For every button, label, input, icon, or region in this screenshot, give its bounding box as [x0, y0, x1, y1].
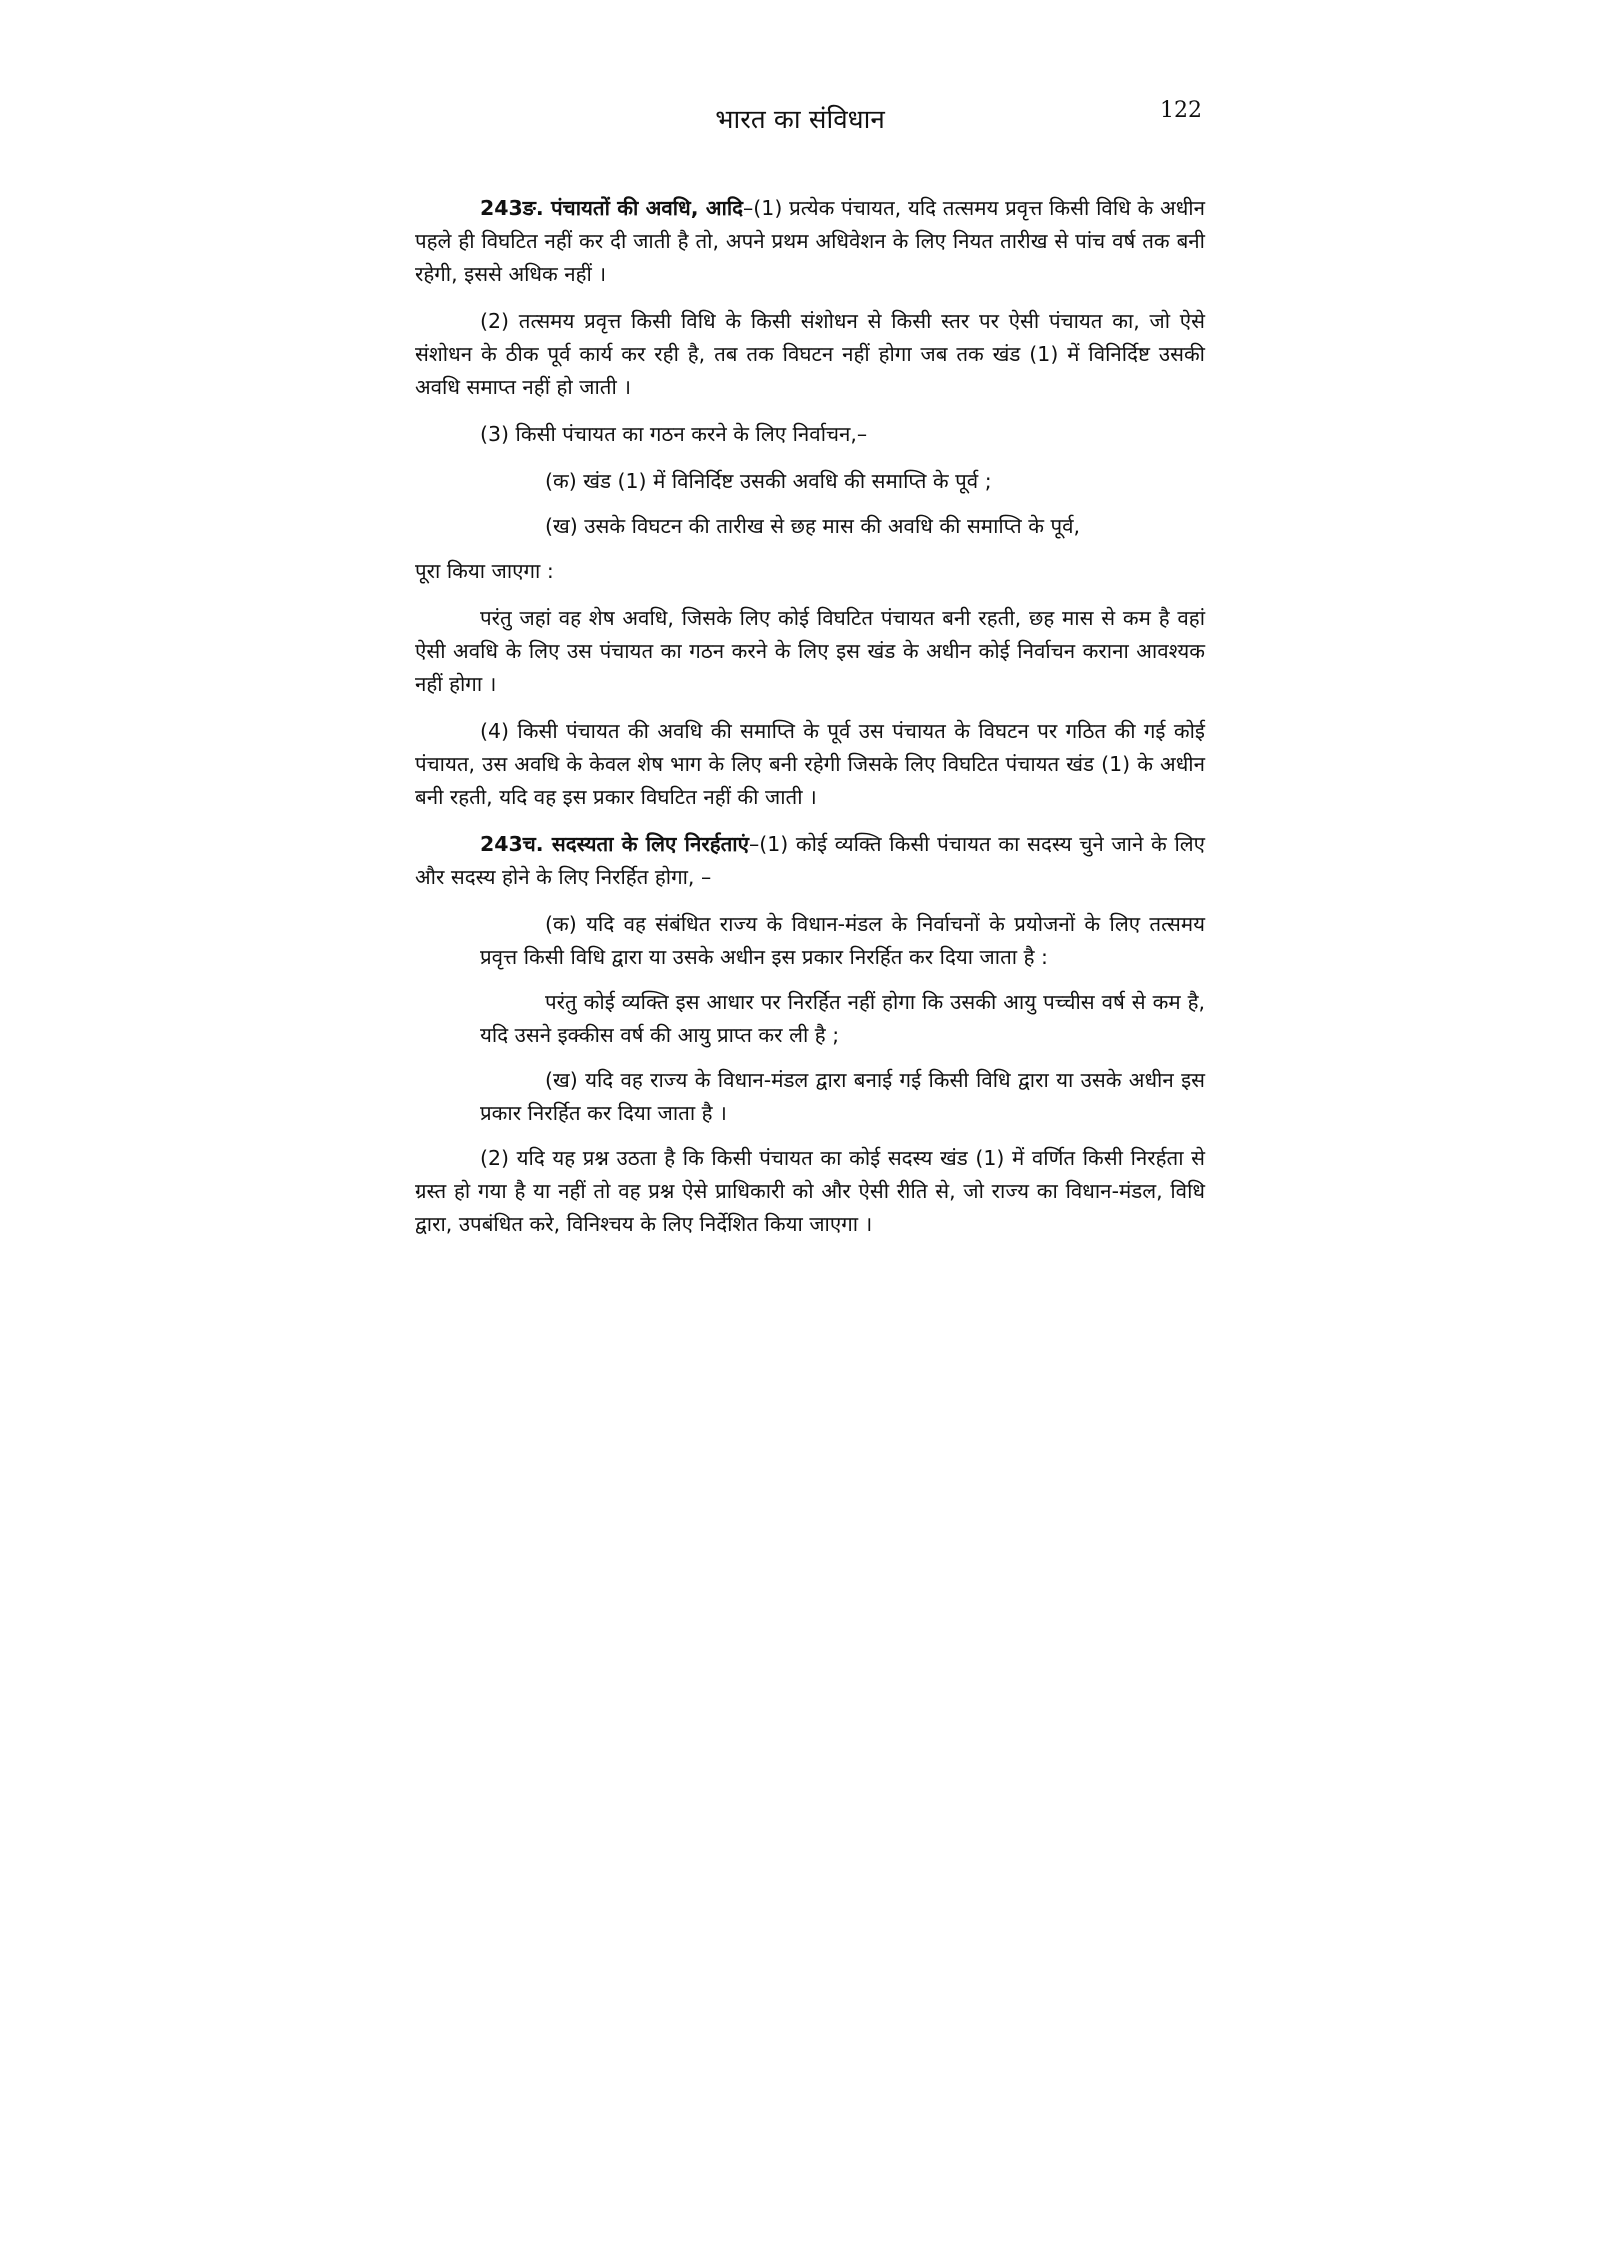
- section-243e-clause-1-text: –(1) प्रत्येक पंचायत, यदि तत्समय प्रवृत्त किसी विधि के अधीन पहले ही विघटित नहीं कर दी जाती है तो, अपने प्रथम अधिवेशन के लिए नियत तारीख से पांच वर्ष तक बनी रहेगी, इससे अधिक नहीं ।: [415, 196, 1205, 286]
- section-243f-clause-1-text: –(1) कोई व्यक्ति किसी पंचायत का सदस्य चुने जाने के लिए और सदस्य होने के लिए निरर्हित होगा, –: [415, 832, 1205, 889]
- document-body: [415, 192, 1205, 1255]
- section-243e-clause-3-tail: पूरा किया जाएगा :: [415, 559, 554, 583]
- section-243f-clause-1: [415, 828, 1205, 894]
- section-243f-clause-2: (2) यदि यह प्रश्न उठता है कि किसी पंचायत का कोई सदस्य खंड (1) में वर्णित किसी निरर्हता से ग्रस्त हो गया है या नहीं तो वह प्रश्न ऐसे प्राधिकारी को और ऐसी रीति से, जो राज्य का विधान-मंडल, विधि द्वारा, उपबंधित करे, विनिश्चय के लिए निर्देशित किया जाएगा ।: [415, 1146, 1205, 1236]
- section-243e-heading: 243ङ. पंचायतों की अवधि, आदि: [480, 196, 744, 220]
- section-243e-proviso: परंतु जहां वह शेष अवधि, जिसके लिए कोई विघटित पंचायत बनी रहती, छह मास से कम है वहां ऐसी अवधि के लिए उस पंचायत का गठन करने के लिए इस खंड के अधीन कोई निर्वाचन कराना आवश्यक नहीं होगा ।: [415, 606, 1205, 696]
- section-243e-clause-3-a: (क) खंड (1) में विनिर्दिष्ट उसकी अवधि की समाप्ति के पूर्व ;: [545, 469, 992, 493]
- page-title: भारत का संविधान: [715, 105, 885, 135]
- section-243e-clause-1: [415, 192, 1205, 291]
- page-number: 122: [1160, 98, 1202, 123]
- section-243f-heading: 243च. सदस्यता के लिए निरर्हताएं: [480, 832, 749, 856]
- section-243f-clause-1-a-proviso: परंतु कोई व्यक्ति इस आधार पर निरर्हित नहीं होगा कि उसकी आयु पच्चीस वर्ष से कम है, यदि उसने इक्कीस वर्ष की आयु प्राप्त कर ली है ;: [480, 990, 1205, 1047]
- section-243f-clause-1-a: (क) यदि वह संबंधित राज्य के विधान-मंडल के निर्वाचनों के प्रयोजनों के लिए तत्समय प्रवृत्त किसी विधि द्वारा या उसके अधीन इस प्रकार निरर्हित कर दिया जाता है :: [480, 912, 1205, 969]
- section-243e-clause-2: (2) तत्समय प्रवृत्त किसी विधि के किसी संशोधन से किसी स्तर पर ऐसी पंचायत का, जो ऐसे संशोधन के ठीक पूर्व कार्य कर रही है, तब तक विघटन नहीं होगा जब तक खंड (1) में विनिर्दिष्ट उसकी अवधि समाप्त नहीं हो जाती ।: [415, 309, 1205, 399]
- section-243f-clause-1-b: (ख) यदि वह राज्य के विधान-मंडल द्वारा बनाई गई किसी विधि द्वारा या उसके अधीन इस प्रकार निरर्हित कर दिया जाता है ।: [480, 1068, 1205, 1125]
- section-243e-clause-3: (3) किसी पंचायत का गठन करने के लिए निर्वाचन,–: [480, 422, 868, 446]
- section-243e-clause-4: (4) किसी पंचायत की अवधि की समाप्ति के पूर्व उस पंचायत के विघटन पर गठित की गई कोई पंचायत, उस अवधि के केवल शेष भाग के लिए बनी रहेगी जिसके लिए विघटित पंचायत खंड (1) के अधीन बनी रहती, यदि वह इस प्रकार विघटित नहीं की जाती ।: [415, 719, 1205, 809]
- section-243e-clause-3-b: (ख) उसके विघटन की तारीख से छह मास की अवधि की समाप्ति के पूर्व,: [545, 514, 1081, 538]
